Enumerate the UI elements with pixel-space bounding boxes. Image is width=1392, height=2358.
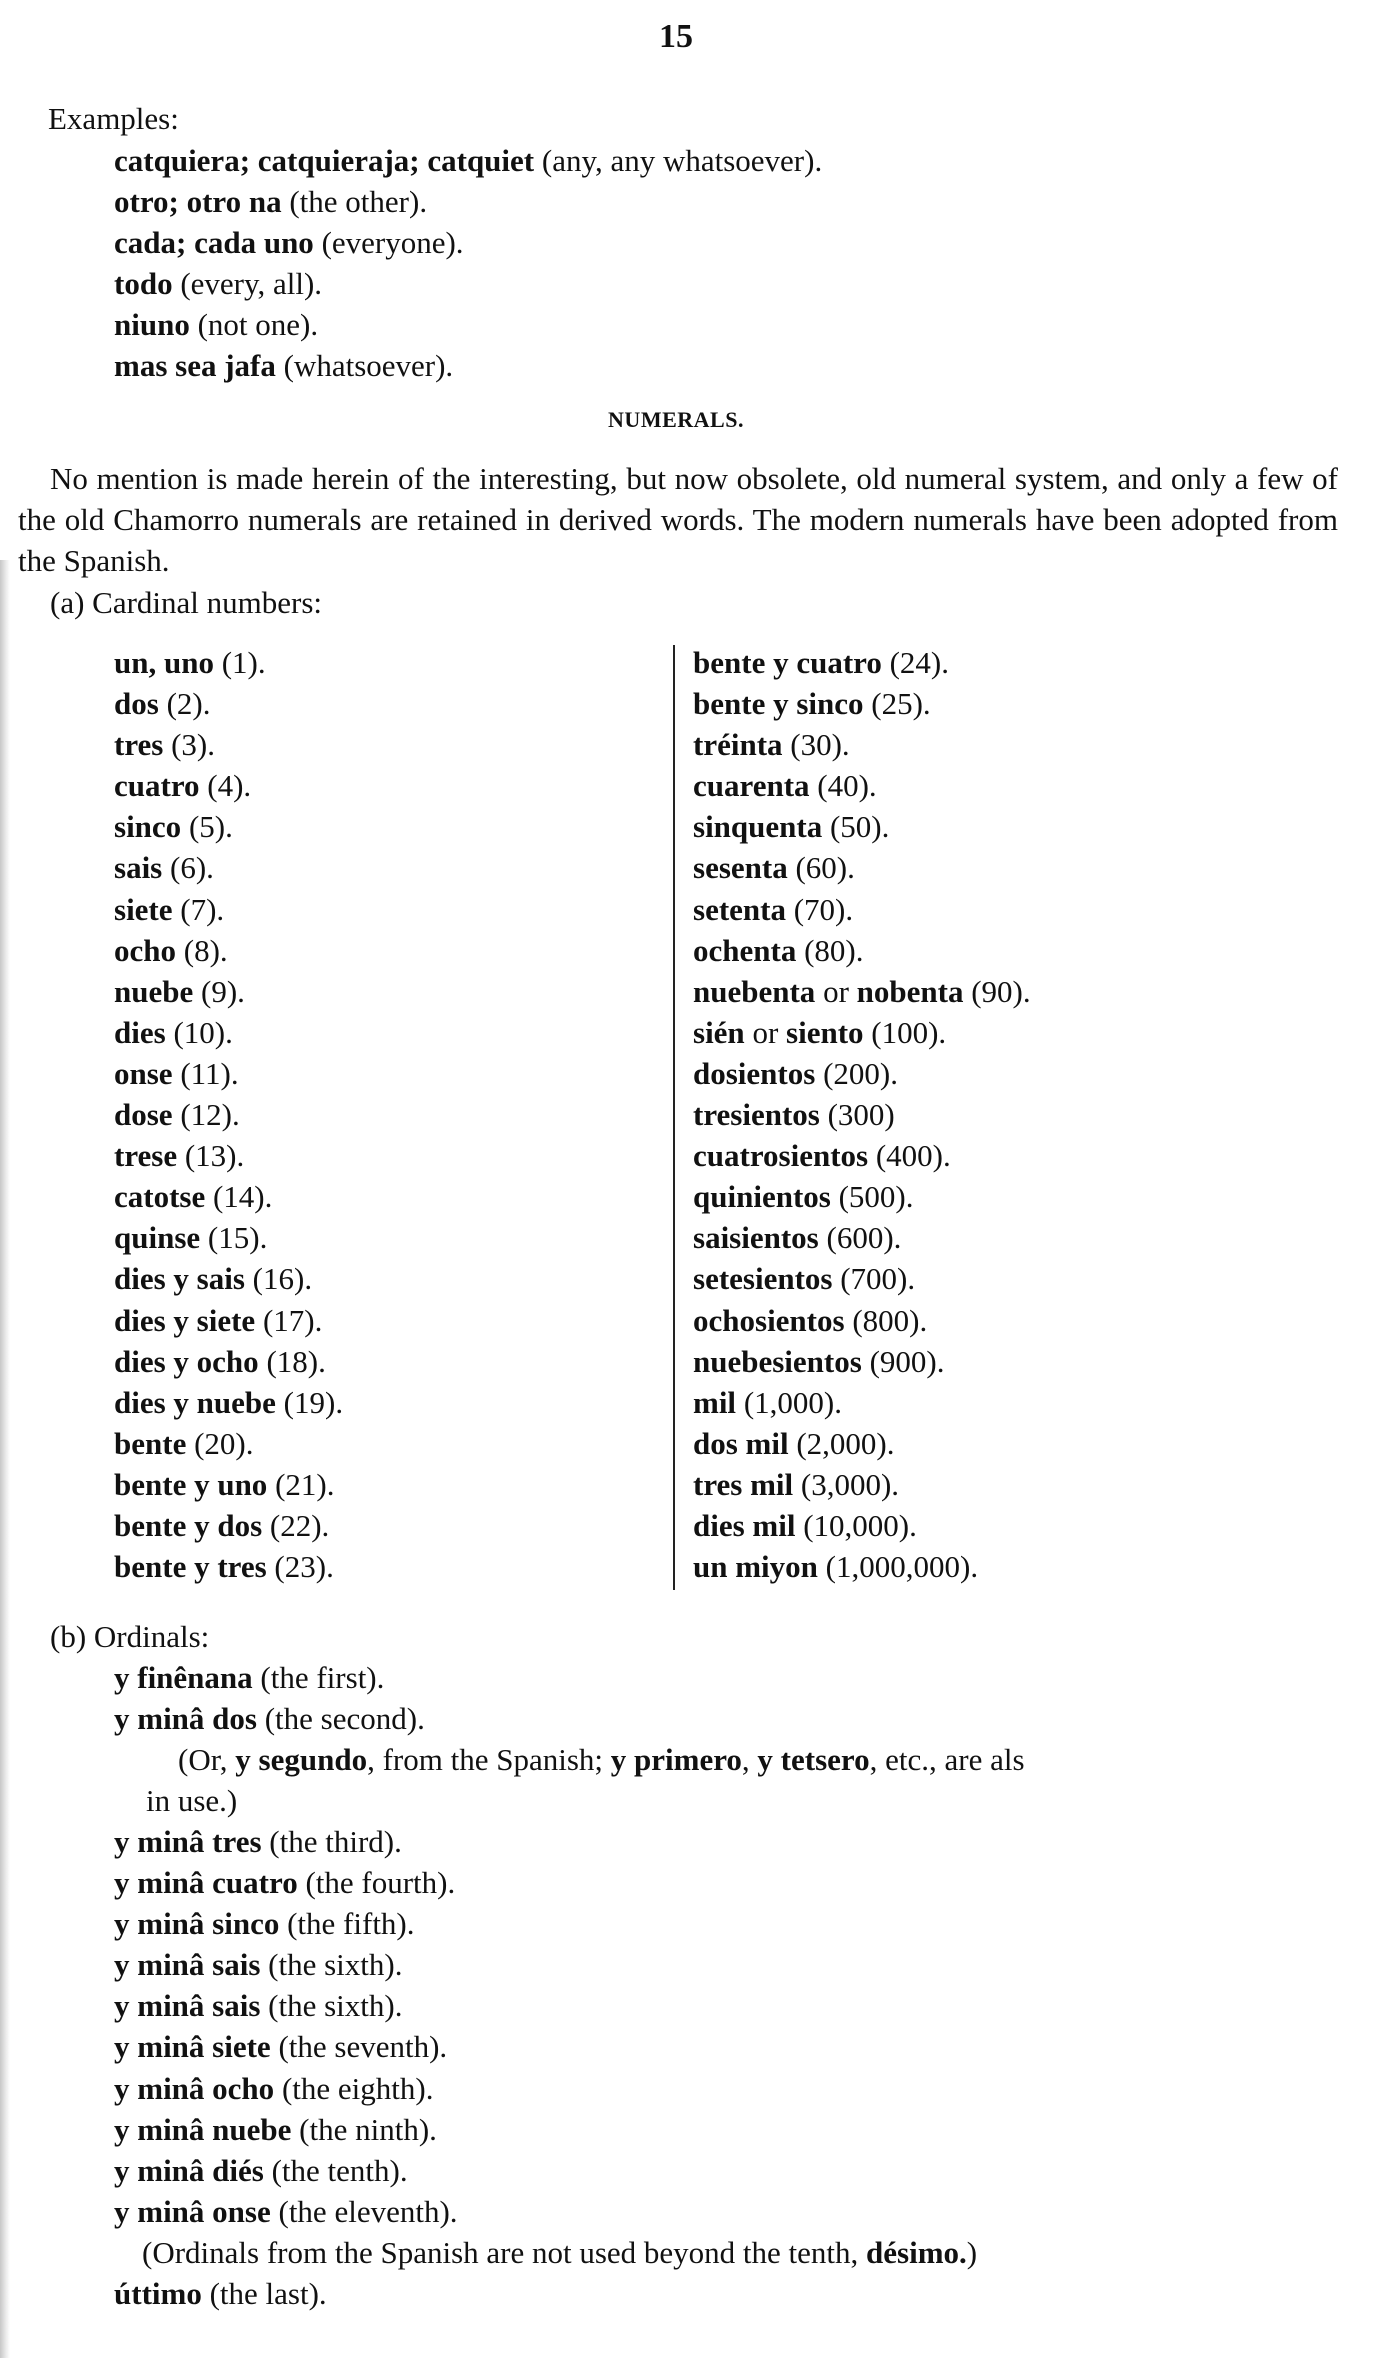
list-item: dies y siete (17).	[114, 1302, 323, 1338]
list-item: sesenta (60).	[693, 850, 855, 886]
page-number: 15	[659, 18, 693, 55]
list-item: dos mil (2,000).	[693, 1425, 895, 1461]
ordinals-list-a	[114, 1657, 425, 1739]
list-item: cuatro (4).	[114, 768, 252, 804]
list-item: un miyon (1,000,000).	[693, 1549, 979, 1585]
list-item: y minâ ocho (the eighth).	[114, 2070, 434, 2106]
list-item: mas sea jafa (whatsoever).	[114, 348, 454, 384]
list-item: bente (20).	[114, 1425, 254, 1461]
list-item: mil (1,000).	[693, 1384, 842, 1420]
examples-list	[114, 140, 822, 387]
list-item: dose (12).	[114, 1097, 240, 1133]
list-item: bente y dos (22).	[114, 1507, 330, 1543]
list-item: tres (3).	[114, 727, 216, 763]
list-item: sais (6).	[114, 850, 214, 886]
list-item: ochosientos (800).	[693, 1302, 928, 1338]
list-item: onse (11).	[114, 1055, 239, 1091]
list-item: y minâ sais (the sixth).	[114, 1947, 403, 1983]
list-item: ochenta (80).	[693, 932, 864, 968]
list-item: quinientos (500).	[693, 1179, 914, 1215]
cardinal-label: (a) Cardinal numbers:	[50, 585, 323, 620]
list-item: dos (2).	[114, 686, 211, 722]
list-item: sinquenta (50).	[693, 809, 890, 845]
list-item: cuarenta (40).	[693, 768, 877, 804]
column-divider	[673, 645, 675, 1590]
list-item: quinse (15).	[114, 1220, 268, 1256]
list-item: tréinta (30).	[693, 727, 850, 763]
list-item: nuebesientos (900).	[693, 1343, 945, 1379]
list-item: nuebe (9).	[114, 973, 245, 1009]
list-item: y minâ dos (the second).	[114, 1701, 425, 1737]
list-item: bente y tres (23).	[114, 1549, 334, 1585]
intro-paragraph: No mention is made herein of the interesting, but now obsolete, old numeral system, and only a few of the old Chamorro numerals are retained in derived words. The modern numerals have been adopted from the Spanish.	[18, 461, 1338, 578]
cardinal-right-column	[693, 642, 1031, 1587]
ordinal-label: (b) Ordinals:	[50, 1619, 210, 1654]
cardinal-left-column	[114, 642, 343, 1587]
page-binding-shadow	[0, 560, 10, 2358]
closing-note: (Ordinals from the Spanish are not used beyond the tenth, désimo.)	[142, 2235, 978, 2270]
list-item: y minâ diés (the tenth).	[114, 2152, 408, 2188]
list-item: otro; otro na (the other).	[114, 184, 428, 220]
list-item: setesientos (700).	[693, 1261, 916, 1297]
ordinal-note-line1: (Or, y segundo, from the Spanish; y primero, y tetsero, etc., are als	[178, 1742, 1025, 1777]
list-item: sién or siento (100).	[693, 1014, 947, 1050]
list-item: cuatrosientos (400).	[693, 1138, 951, 1174]
list-item: saisientos (600).	[693, 1220, 902, 1256]
list-item: cada; cada uno (everyone).	[114, 225, 464, 261]
list-item: y minâ cuatro (the fourth).	[114, 1865, 456, 1901]
list-item: y minâ onse (the eleventh).	[114, 2193, 458, 2229]
list-item: niuno (not one).	[114, 307, 319, 343]
list-item: tres mil (3,000).	[693, 1466, 900, 1502]
list-item: bente y uno (21).	[114, 1466, 335, 1502]
list-item: tresientos (300)	[693, 1097, 895, 1133]
list-item: y minâ sais (the sixth).	[114, 1988, 403, 2024]
list-item: ocho (8).	[114, 932, 228, 968]
list-item: catquiera; catquieraja; catquiet (any, any whatsoever).	[114, 143, 823, 178]
list-item: y minâ nuebe (the ninth).	[114, 2111, 437, 2147]
ordinals-list-b	[114, 1821, 458, 2232]
list-item: y finênana (the first).	[114, 1660, 385, 1695]
list-item: bente y cuatro (24).	[693, 645, 950, 680]
list-item: bente y sinco (25).	[693, 686, 931, 722]
list-item: trese (13).	[114, 1138, 245, 1174]
last-ordinal: úttimo (the last).	[114, 2276, 327, 2311]
list-item: dies y ocho (18).	[114, 1343, 326, 1379]
list-item: todo (every, all).	[114, 266, 323, 302]
list-item: siete (7).	[114, 891, 225, 927]
list-item: catotse (14).	[114, 1179, 273, 1215]
list-item: y minâ sinco (the fifth).	[114, 1906, 415, 1942]
list-item: dosientos (200).	[693, 1055, 898, 1091]
ordinal-note-line2: in use.)	[146, 1783, 238, 1818]
list-item: setenta (70).	[693, 891, 854, 927]
list-item: nuebenta or nobenta (90).	[693, 973, 1031, 1009]
list-item: dies y sais (16).	[114, 1261, 313, 1297]
list-item: un, uno (1).	[114, 645, 266, 680]
section-heading: NUMERALS.	[608, 407, 744, 432]
list-item: dies (10).	[114, 1014, 233, 1050]
examples-label: Examples:	[48, 101, 179, 136]
list-item: y minâ tres (the third).	[114, 1824, 402, 1859]
list-item: dies mil (10,000).	[693, 1507, 917, 1543]
list-item: sinco (5).	[114, 809, 233, 845]
list-item: dies y nuebe (19).	[114, 1384, 344, 1420]
list-item: y minâ siete (the seventh).	[114, 2029, 448, 2065]
